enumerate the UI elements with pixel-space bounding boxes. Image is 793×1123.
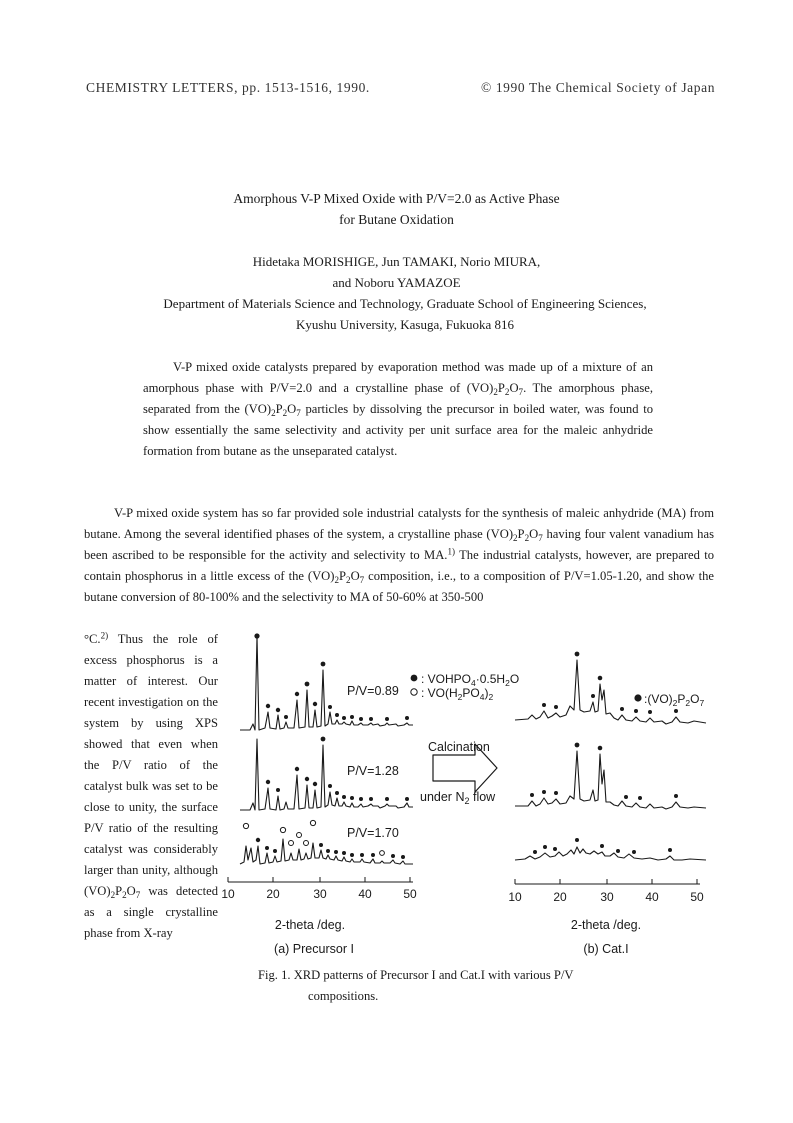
marker-filled	[600, 844, 604, 848]
marker-filled	[273, 849, 277, 853]
tick-a-40: 40	[358, 887, 372, 901]
trace-b-128	[515, 751, 706, 809]
tick-a-20: 20	[266, 887, 280, 901]
panel-b-caption: (b) Cat.I	[583, 942, 629, 956]
marker-filled	[321, 662, 326, 667]
marker-filled	[360, 853, 364, 857]
marker-filled	[668, 848, 672, 852]
figure-caption	[258, 965, 728, 1007]
xrd-figure	[210, 620, 750, 960]
marker-filled	[542, 703, 546, 707]
marker-filled	[295, 692, 299, 696]
marker-filled	[265, 846, 269, 850]
marker-open	[280, 827, 285, 832]
trace-label-170: P/V=1.70	[347, 826, 399, 840]
body-column	[84, 629, 218, 944]
marker-filled	[254, 633, 259, 638]
marker-open	[380, 851, 385, 856]
authors-line-2: and Noboru YAMAZOE	[332, 275, 461, 290]
marker-filled	[632, 850, 636, 854]
marker-filled	[328, 705, 332, 709]
marker-filled	[391, 854, 395, 858]
marker-filled	[648, 710, 652, 714]
marker-filled	[616, 849, 620, 853]
authors-line-1: Hidetaka MORISHIGE, Jun TAMAKI, Norio MIURA,	[252, 254, 541, 269]
marker-filled	[575, 838, 579, 842]
marker-filled	[350, 715, 354, 719]
marker-open	[304, 841, 309, 846]
panel-a-xlabel: 2-theta /deg.	[274, 918, 346, 932]
legend-open-bullet	[411, 689, 417, 695]
marker-filled	[401, 855, 405, 859]
abstract	[143, 357, 653, 462]
marker-filled	[385, 717, 389, 721]
marker-filled	[328, 784, 332, 788]
marker-filled	[674, 709, 678, 713]
marker-filled	[553, 847, 557, 851]
trace-a-089	[240, 636, 413, 730]
marker-filled	[256, 838, 260, 842]
marker-open	[243, 823, 248, 828]
marker-filled	[575, 743, 580, 748]
marker-filled	[305, 777, 309, 781]
caption-line-1: Fig. 1. XRD patterns of Precursor I and Cat.I with various P/V	[258, 968, 574, 982]
marker-filled	[276, 708, 280, 712]
marker-filled	[284, 715, 288, 719]
marker-filled	[321, 737, 326, 742]
legend-filled-bullet	[411, 675, 418, 682]
panel-b-xlabel: 2-theta /deg.	[570, 918, 642, 932]
marker-filled	[598, 746, 603, 751]
body-paragraph	[84, 503, 714, 608]
marker-filled	[554, 705, 558, 709]
marker-filled	[385, 797, 389, 801]
tick-a-30: 30	[313, 887, 327, 901]
marker-filled	[371, 853, 375, 857]
marker-filled	[313, 702, 317, 706]
marker-filled	[575, 652, 580, 657]
marker-filled	[638, 796, 642, 800]
affiliation	[60, 293, 750, 335]
marker-open	[310, 820, 315, 825]
marker-filled	[620, 707, 624, 711]
trace-b-170	[515, 847, 706, 860]
marker-filled	[543, 845, 547, 849]
marker-filled	[313, 782, 317, 786]
marker-filled	[342, 795, 346, 799]
copyright-notice: © 1990 The Chemical Society of Japan	[481, 80, 716, 95]
marker-filled	[350, 796, 354, 800]
trace-label-089: P/V=0.89	[347, 684, 399, 698]
marker-filled	[530, 793, 534, 797]
legend-open-label: : $VO(H_2PO_4)_2$	[421, 686, 494, 702]
marker-filled	[542, 790, 546, 794]
calcination-label: Calcination	[428, 740, 490, 754]
marker-open	[289, 841, 294, 846]
under-flow-label: under $N_2$ flow	[420, 790, 496, 806]
marker-filled	[634, 709, 638, 713]
marker-filled	[342, 851, 346, 855]
paper-title	[0, 188, 793, 230]
marker-filled	[359, 797, 363, 801]
body-text: V-P mixed oxide system has so far provided sole industrial catalysts for the synthesis of maleic anhydride (MA) from butane. Among the several identified phases of the system, a crystalline phase $(VO)_2P_2O_7$ having four valent vanadium has been ascribed to be responsible for the activity and selectivity to MA.$^{1)}$ The industrial catalysts, however, are prepared to contain phosphorus in a little excess of the $(VO)_2P_2O_7$ composition, i.e., to a composition of P/V=1.05-1.20, and show the butane conversion of 80-100% and the selectivity to MA of 50-60% at 350-500	[84, 506, 715, 604]
marker-filled	[591, 694, 595, 698]
column-text: °C.$^{2)}$ Thus the role of excess phosphorus is a matter of interest. Our recent investigation on the system by using XPS showed that even when the P/V ratio of the catalyst bulk was set to be close to unity, the surface P/V ratio of the resulting catalyst was considerably larger than unity, although $(VO)_2P_2O_7$ was detected as a single crystalline phase from X-ray	[84, 630, 218, 940]
marker-filled	[295, 767, 299, 771]
tick-b-20: 20	[553, 890, 567, 904]
marker-filled	[533, 850, 537, 854]
affiliation-line-1: Department of Materials Science and Technology, Graduate School of Engineering Sciences,	[163, 296, 647, 311]
tick-b-40: 40	[645, 890, 659, 904]
trace-label-128: P/V=1.28	[347, 764, 399, 778]
legend-vo-label: $:(VO)_2P_2O_7$	[644, 692, 705, 708]
marker-filled	[266, 704, 270, 708]
marker-filled	[342, 716, 346, 720]
marker-filled	[674, 794, 678, 798]
marker-filled	[326, 849, 330, 853]
marker-filled	[335, 713, 339, 717]
marker-filled	[319, 843, 323, 847]
panel-a-caption: (a) Precursor I	[274, 942, 354, 956]
tick-b-10: 10	[508, 890, 522, 904]
legend-filled-label: : $VOHPO_4\cdot 0.5H_2O$	[421, 672, 520, 688]
marker-filled	[334, 850, 338, 854]
marker-filled	[405, 797, 409, 801]
abstract-text: V-P mixed oxide catalysts prepared by evaporation method was made up of a mixture of an amorphous phase with P/V=2.0 and a crystalline phase of $(VO)_2P_2O_7$. The amorphous phase, separated from the $(VO)_2P_2O_7$ particles by dissolving the precursor in boiled water, was found to show essentially the same selectivity and activity per unit surface area for the maleic anhydride formation from butane as the unseparated catalyst.	[143, 360, 654, 458]
marker-open	[297, 833, 302, 838]
author-list	[0, 251, 793, 293]
marker-filled	[369, 797, 373, 801]
marker-filled	[305, 682, 310, 687]
affiliation-line-2: Kyushu University, Kasuga, Fukuoka 816	[296, 317, 514, 332]
tick-a-10: 10	[221, 887, 235, 901]
tick-b-50: 50	[690, 890, 704, 904]
tick-a-50: 50	[403, 887, 417, 901]
marker-filled	[359, 717, 363, 721]
title-line-1: Amorphous V-P Mixed Oxide with P/V=2.0 as Active Phase	[233, 191, 560, 206]
legend-vo-bullet	[634, 694, 641, 701]
marker-filled	[624, 795, 628, 799]
title-line-2: for Butane Oxidation	[339, 212, 454, 227]
marker-filled	[405, 716, 409, 720]
marker-filled	[369, 717, 373, 721]
marker-filled	[276, 788, 280, 792]
marker-filled	[335, 791, 339, 795]
caption-line-2: compositions.	[308, 989, 379, 1003]
marker-filled	[266, 780, 270, 784]
tick-b-30: 30	[600, 890, 614, 904]
marker-filled	[350, 853, 354, 857]
journal-citation: CHEMISTRY LETTERS, pp. 1513-1516, 1990.	[86, 80, 370, 95]
marker-filled	[598, 676, 603, 681]
marker-filled	[554, 791, 558, 795]
